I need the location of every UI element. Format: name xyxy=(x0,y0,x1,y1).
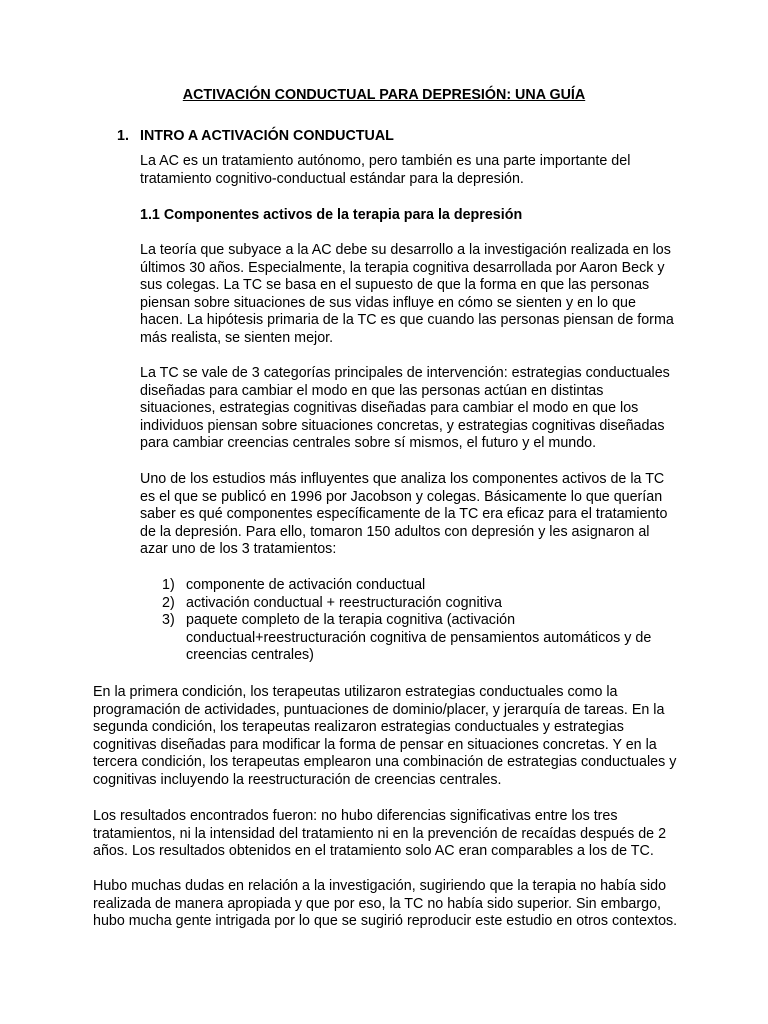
text-line: años. Los resultados obtenidos en el tratamiento solo AC eran comparables a los de TC. xyxy=(93,843,654,860)
text-line: más realista, se sienten mejor. xyxy=(140,329,334,346)
text-line: sus colegas. La TC se basa en el supuesto de que la forma en que las personas xyxy=(140,277,650,294)
paragraph-conditions xyxy=(93,684,676,790)
text-line: La teoría que subyace a la AC debe su desarrollo a la investigación realizada en los xyxy=(140,242,671,258)
text-line: saber es qué componentes específicamente de la TC era eficaz para el tratamiento xyxy=(140,506,668,523)
text-line: tratamiento cognitivo-conductual estándar para la depresión. xyxy=(140,170,524,187)
text-line: situaciones, estrategias cognitivas diseñadas para cambiar el modo en que los xyxy=(140,400,639,417)
text-line: La TC se vale de 3 categorías principales de intervención: estrategias conductuales xyxy=(140,365,670,381)
list-item-text: componente de activación conductual xyxy=(186,577,426,593)
document-title: ACTIVACIÓN CONDUCTUAL PARA DEPRESIÓN: UNA GUÍA xyxy=(182,87,586,103)
text-line: La AC es un tratamiento autónomo, pero también es una parte importante del xyxy=(140,153,631,169)
list-item-text: activación conductual + reestructuración cognitiva xyxy=(186,594,502,611)
list-item xyxy=(162,595,651,613)
list-item xyxy=(162,612,651,665)
text-line: hubo mucha gente intrigada por lo que se sugirió reproducir este estudio en otros contextos. xyxy=(93,913,678,930)
text-line: piensan sobre situaciones de sus vidas influye en cómo se sienten y en lo que xyxy=(140,294,636,311)
section-heading-text: INTRO A ACTIVACIÓN CONDUCTUAL xyxy=(140,128,394,144)
text-line: En la primera condición, los terapeutas utilizaron estrategias conductuales como la xyxy=(93,684,618,700)
text-line: diseñadas para cambiar el modo en que las personas actúan en distintas xyxy=(140,382,604,399)
list-marker: 2) xyxy=(162,594,175,611)
list-item-text: creencias centrales) xyxy=(186,647,314,664)
text-line: realizada de manera apropiada y que por eso, la TC no había sido superior. Sin embargo, xyxy=(93,895,661,912)
text-line: Los resultados encontrados fueron: no hubo diferencias significativas entre los tres xyxy=(93,808,618,824)
text-line: Hubo muchas dudas en relación a la investigación, sugiriendo que la terapia no había sido xyxy=(93,878,667,894)
list-marker: 3) xyxy=(162,612,175,629)
text-line: tercera condición, los terapeutas emplearon una combinación de estrategias conductuales y xyxy=(93,754,677,771)
text-line: individuos piensan sobre situaciones concretas, y estrategias cognitivas diseñadas xyxy=(140,417,665,434)
text-line: es el que se publicó en 1996 por Jacobson y colegas. Básicamente lo que querían xyxy=(140,488,663,505)
list-marker: 1) xyxy=(162,577,175,593)
text-line: hacen. La hipótesis primaria de la TC es que cuando las personas piensan de forma xyxy=(140,312,674,329)
text-line: Uno de los estudios más influyentes que analiza los componentes activos de la TC xyxy=(140,471,665,487)
text-line: tratamientos, ni la intensidad del tratamiento ni en la prevención de recaídas después de 2 xyxy=(93,825,667,842)
paragraph-theory xyxy=(140,242,674,348)
paragraph-doubts xyxy=(93,878,677,931)
section-intro-paragraph xyxy=(140,153,630,188)
list-item xyxy=(162,577,651,595)
paragraph-results xyxy=(93,808,666,861)
paragraph-categories xyxy=(140,365,670,453)
section-heading xyxy=(117,127,394,145)
text-line: cognitivas diseñadas para modificar la forma de pensar en situaciones concretas. Y en la xyxy=(93,736,657,753)
text-line: para cambiar creencias centrales sobre sí mismos, el futuro y el mundo. xyxy=(140,435,597,452)
text-line: programación de actividades, puntuaciones de dominio/placer, y jerarquía de tareas. En la xyxy=(93,701,665,718)
list-item-text: conductual+reestructuración cognitiva de pensamientos automáticos y de xyxy=(186,629,652,646)
subsection-heading: 1.1 Componentes activos de la terapia para la depresión xyxy=(140,207,523,223)
text-line: azar uno de los 3 tratamientos: xyxy=(140,541,337,558)
treatments-list xyxy=(162,577,651,665)
list-item-text: paquete completo de la terapia cognitiva (activación xyxy=(186,612,516,629)
text-line: segunda condición, los terapeutas realizaron estrategias conductuales y estrategias xyxy=(93,719,624,736)
text-line: de la depresión. Para ello, tomaron 150 adultos con depresión y les asignaron al xyxy=(140,523,650,540)
text-line: últimos 30 años. Especialmente, la terapia cognitiva desarrollada por Aaron Beck y xyxy=(140,259,665,276)
section-number: 1. xyxy=(117,128,129,144)
paragraph-study xyxy=(140,471,667,559)
text-line: cognitivas incluyendo la reestructuración de creencias centrales. xyxy=(93,771,502,788)
